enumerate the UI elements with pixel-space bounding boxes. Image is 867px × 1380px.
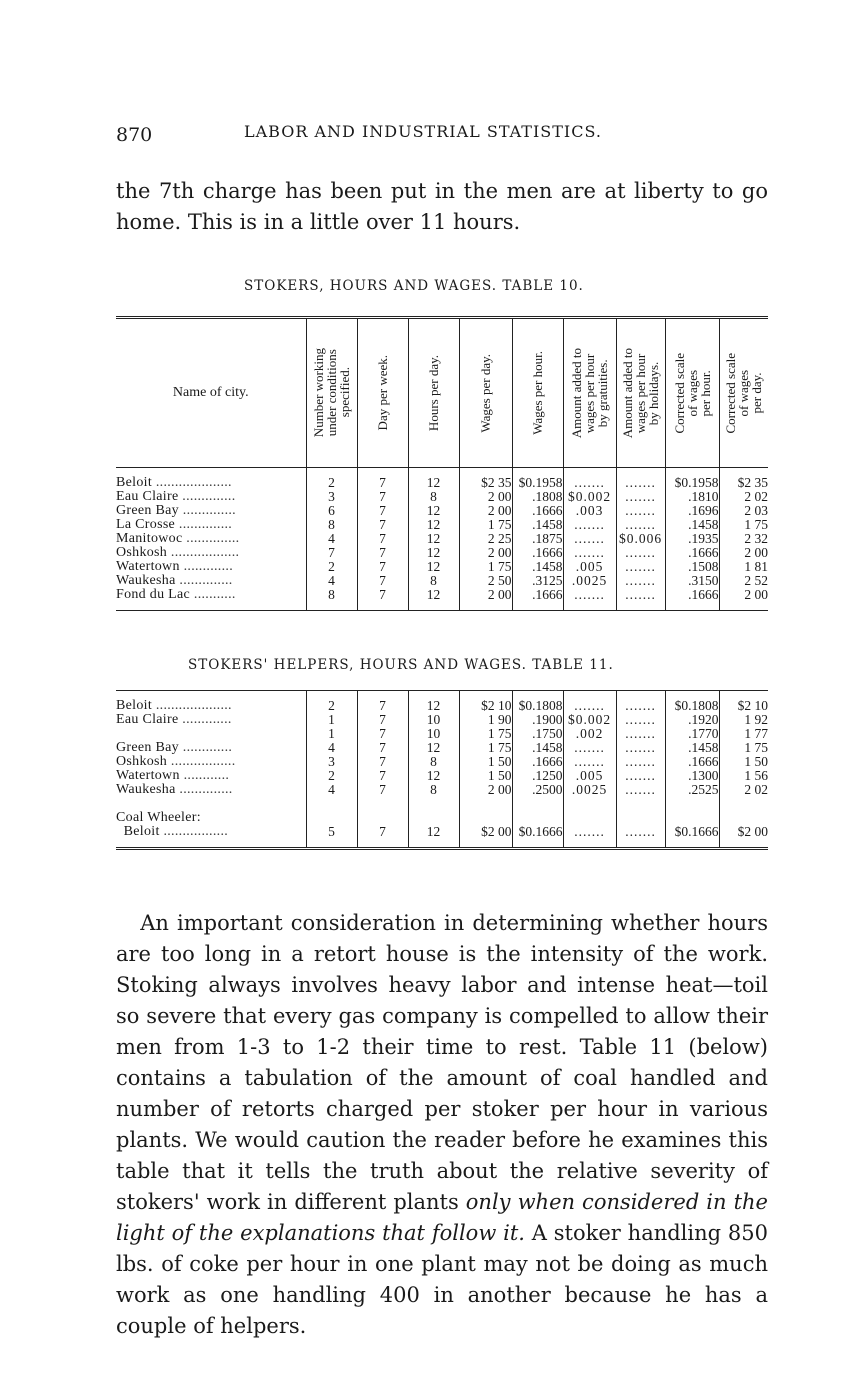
header-corrected-hour: Corrected scale of wages per hour. <box>665 318 719 468</box>
header-days-per-week: Day per week. <box>357 318 408 468</box>
city-name: Green Bay .............. <box>116 504 306 518</box>
table-row: 1 7 10 1 75 .1750 .002 ....... .1770 1 77 <box>116 727 768 741</box>
city-name: La Crosse .............. <box>116 518 306 532</box>
city-name: Fond du Lac ........... <box>116 588 306 602</box>
table-11 <box>116 690 768 850</box>
table-row: Eau Claire .............. 3 7 8 2 00 .1808 $0.002 ....... .1810 2 02 <box>116 489 768 504</box>
table-row: Beloit ................. 5 7 12 $2 00 $0.1666 ....... ....... $0.1666 $2 00 <box>116 825 768 839</box>
city-name: Eau Claire ............. <box>116 713 306 727</box>
page-number: 870 <box>116 124 153 146</box>
city-name: Eau Claire .............. <box>116 490 306 504</box>
city-name: Beloit .................... <box>116 699 306 713</box>
header-number-working: Number working under conditions specified. <box>306 318 357 468</box>
table-row: La Crosse .............. 8 7 12 1 75 .1458 ....... ....... .1458 1 75 <box>116 517 768 532</box>
table-row: Watertown ............. 2 7 12 1 75 .1458 .005 ....... .1508 1 81 <box>116 559 768 574</box>
city-name: Beloit .................... <box>116 476 306 490</box>
table-row: Beloit .................... 2 7 12 $2 10 $0.1808 ....... ....... $0.1808 $2 10 <box>116 698 768 713</box>
table-row: Beloit .................... 2 7 12 $2 35 $0.1958 ....... ....... $0.1958 $2 35 <box>116 475 768 490</box>
city-name: Waukesha .............. <box>116 783 306 797</box>
header-corrected-day: Corrected scale of wages per day. <box>719 318 768 468</box>
city-name: Watertown ............. <box>116 560 306 574</box>
table-row: Fond du Lac ........... 8 7 12 2 00 .1666 ....... ....... .1666 2 00 <box>116 587 768 602</box>
table-11-title: STOKERS' HELPERS, HOURS AND WAGES. TABLE 11. <box>188 657 614 673</box>
city-name <box>116 727 306 741</box>
table-row: Waukesha .............. 4 7 8 2 00 .2500 .0025 ....... .2525 2 02 <box>116 782 768 797</box>
table-row: Eau Claire ............. 1 7 10 1 90 .1900 $0.002 ....... .1920 1 92 <box>116 712 768 727</box>
city-name: Green Bay ............. <box>116 741 306 755</box>
header-holidays: Amount added to wages per hour by holidays. <box>616 318 665 468</box>
table-row: Manitowoc .............. 4 7 12 2 25 .1875 ....... $0.006 .1935 2 32 <box>116 531 768 546</box>
header-wages-per-hour: Wages per hour. <box>512 318 563 468</box>
city-name: Oshkosh .................. <box>116 546 306 560</box>
header-gratuities: Amount added to wages per hour by gratuities. <box>563 318 616 468</box>
city-name: Oshkosh ................. <box>116 755 306 769</box>
intro-paragraph: the 7th charge has been put in the men are at liberty to go home. This is in a little over 11 hours. <box>116 179 768 234</box>
city-name: Manitowoc .............. <box>116 532 306 546</box>
table-10 <box>116 316 768 611</box>
table-row <box>116 811 768 825</box>
header-hours-per-day: Hours per day. <box>408 318 459 468</box>
table-row: Watertown ............ 2 7 12 1 50 .1250 .005 ....... .1300 1 56 <box>116 768 768 783</box>
body-paragraph: An important consideration in determining whether hours are too long in a retort house is the intensity of the work. Stoking always involves heavy labor and intense heat—toil so severe that every gas company is compelled to allow their men from 1-3 to 1-2 their time to rest. Table 11 (below) contains a tabulation of the amount of coal handled and number of retorts charged per stoker per hour in various plants. We would caution the reader before he examines this table that it tells the truth about the relative severity of stokers' work in different plants only when considered in the light of the explanations that follow it. A stoker handling 850 lbs. of coke per hour in one plant may not be doing as much work as one handling 400 in another because he has a couple of helpers. <box>116 911 768 1338</box>
table-row: Green Bay .............. 6 7 12 2 00 .1666 .003 ....... .1696 2 03 <box>116 503 768 518</box>
italic-emphasis: only when considered in the light of the explanations that follow it. <box>116 1190 768 1245</box>
header-name-of-city: Name of city. <box>116 318 306 468</box>
table-row: Oshkosh .................. 7 7 12 2 00 .1666 ....... ....... .1666 2 00 <box>116 545 768 560</box>
coal-wheeler-label: Coal Wheeler: <box>116 811 306 825</box>
table-row: Oshkosh ................. 3 7 8 1 50 .1666 ....... ....... .1666 1 50 <box>116 754 768 769</box>
running-head: LABOR AND INDUSTRIAL STATISTICS. <box>244 122 602 141</box>
table-row: Waukesha .............. 4 7 8 2 50 .3125 .0025 ....... .3150 2 52 <box>116 573 768 588</box>
city-name: Beloit ................. <box>116 825 306 839</box>
city-name: Watertown ............ <box>116 769 306 783</box>
header-wages-per-day: Wages per day. <box>459 318 512 468</box>
city-name: Waukesha .............. <box>116 574 306 588</box>
table-row: Green Bay ............. 4 7 12 1 75 .1458 ....... ....... .1458 1 75 <box>116 740 768 755</box>
table-10-title: STOKERS, HOURS AND WAGES. TABLE 10. <box>244 278 584 294</box>
